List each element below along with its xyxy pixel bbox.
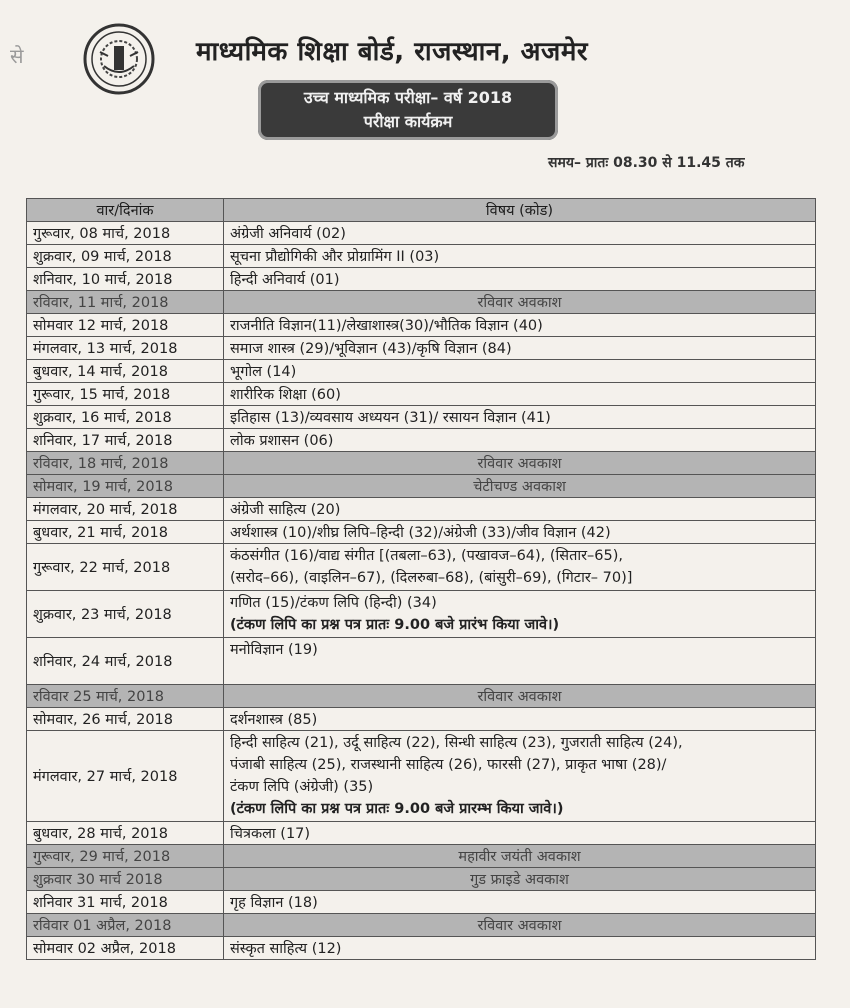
exam-time-note: समय– प्रातः 08.30 से 11.45 तक <box>548 155 745 171</box>
row-date: गुरूवार, 15 मार्च, 2018 <box>27 383 224 406</box>
row-subject: इतिहास (13)/व्यवसाय अध्ययन (31)/ रसायन विज्ञान (41) <box>224 406 816 429</box>
holiday-label: गुड फ्राइडे अवकाश <box>224 868 816 891</box>
table-row <box>27 544 816 591</box>
table-row <box>27 937 816 960</box>
row-subject: संस्कृत साहित्य (12) <box>224 937 816 960</box>
row-date: सोमवार, 26 मार्च, 2018 <box>27 708 224 731</box>
typing-exam-note: (टंकण लिपि का प्रश्न पत्र प्रातः 9.00 बजे प्रारम्भ किया जावे।) <box>230 801 564 817</box>
subject-line <box>230 661 809 683</box>
table-row <box>27 337 816 360</box>
row-date: रविवार 25 मार्च, 2018 <box>27 685 224 708</box>
row-date: बुधवार, 28 मार्च, 2018 <box>27 822 224 845</box>
row-date: शुक्रवार, 16 मार्च, 2018 <box>27 406 224 429</box>
table-row <box>27 360 816 383</box>
table-row-holiday <box>27 475 816 498</box>
row-date: सोमवार 02 अप्रैल, 2018 <box>27 937 224 960</box>
banner-exam-year: उच्च माध्यमिक परीक्षा– वर्ष 2018 <box>303 88 513 107</box>
row-date: सोमवार 12 मार्च, 2018 <box>27 314 224 337</box>
table-row <box>27 222 816 245</box>
row-date: रविवार 01 अप्रैल, 2018 <box>27 914 224 937</box>
board-title: माध्यमिक शिक्षा बोर्ड, राजस्थान, अजमेर <box>196 37 588 67</box>
table-row-holiday <box>27 685 816 708</box>
table-row <box>27 429 816 452</box>
table-row-holiday <box>27 845 816 868</box>
table-row <box>27 708 816 731</box>
table-row <box>27 731 816 822</box>
table-row-holiday <box>27 291 816 314</box>
subject-line: गणित (15)/टंकण लिपि (हिन्दी) (34) <box>230 595 437 611</box>
row-date: सोमवार, 19 मार्च, 2018 <box>27 475 224 498</box>
holiday-label: चेटीचण्ड अवकाश <box>224 475 816 498</box>
subject-line: टंकण लिपि (अंग्रेजी) (35) <box>230 779 374 795</box>
row-subject: चित्रकला (17) <box>224 822 816 845</box>
exam-banner <box>258 80 558 140</box>
holiday-label: रविवार अवकाश <box>224 452 816 475</box>
table-row <box>27 406 816 429</box>
table-row <box>27 521 816 544</box>
row-subject: राजनीति विज्ञान(11)/लेखाशास्त्र(30)/भौतिक विज्ञान (40) <box>224 314 816 337</box>
row-date: शुक्रवार 30 मार्च 2018 <box>27 868 224 891</box>
exam-schedule-table <box>26 198 816 960</box>
holiday-label: रविवार अवकाश <box>224 685 816 708</box>
holiday-label: रविवार अवकाश <box>224 291 816 314</box>
table-row-holiday <box>27 868 816 891</box>
banner-schedule-label: परीक्षा कार्यक्रम <box>363 112 453 131</box>
row-date: मंगलवार, 20 मार्च, 2018 <box>27 498 224 521</box>
subject-line: (सरोद–66), (वाइलिन–67), (दिलरुबा–68), (बांसुरी–69), (गिटार– 70)] <box>230 570 633 586</box>
row-date: गुरूवार, 22 मार्च, 2018 <box>27 544 224 591</box>
table-header-row <box>27 199 816 222</box>
row-subject: सूचना प्रौद्योगिकी और प्रोग्रामिंग II (03) <box>224 245 816 268</box>
table-row <box>27 638 816 685</box>
corner-mark: से <box>10 44 24 68</box>
row-subject: अंग्रेजी साहित्य (20) <box>224 498 816 521</box>
row-subjects <box>224 544 816 591</box>
row-date: रविवार, 18 मार्च, 2018 <box>27 452 224 475</box>
row-subject: अर्थशास्त्र (10)/शीघ्र लिपि–हिन्दी (32)/अंग्रेजी (33)/जीव विज्ञान (42) <box>224 521 816 544</box>
row-date: शनिवार, 10 मार्च, 2018 <box>27 268 224 291</box>
row-date: बुधवार, 21 मार्च, 2018 <box>27 521 224 544</box>
row-subject: भूगोल (14) <box>224 360 816 383</box>
holiday-label: रविवार अवकाश <box>224 914 816 937</box>
row-date: मंगलवार, 13 मार्च, 2018 <box>27 337 224 360</box>
col-header-subject: विषय (कोड) <box>224 199 816 222</box>
row-subject: दर्शनशास्त्र (85) <box>224 708 816 731</box>
row-date: शनिवार, 17 मार्च, 2018 <box>27 429 224 452</box>
row-date: मंगलवार, 27 मार्च, 2018 <box>27 731 224 822</box>
row-subject: समाज शास्त्र (29)/भूविज्ञान (43)/कृषि विज्ञान (84) <box>224 337 816 360</box>
row-date: बुधवार, 14 मार्च, 2018 <box>27 360 224 383</box>
schedule-body <box>27 222 816 960</box>
row-subjects <box>224 731 816 822</box>
subject-line: कंठसंगीत (16)/वाद्य संगीत [(तबला–63), (पखावज–64), (सितार–65), <box>230 548 624 564</box>
row-date: शुक्रवार, 23 मार्च, 2018 <box>27 591 224 638</box>
row-date: शनिवार, 24 मार्च, 2018 <box>27 638 224 685</box>
row-date: गुरूवार, 08 मार्च, 2018 <box>27 222 224 245</box>
col-header-date: वार/दिनांक <box>27 199 224 222</box>
table-row-holiday <box>27 914 816 937</box>
row-subject: हिन्दी अनिवार्य (01) <box>224 268 816 291</box>
subject-line: मनोविज्ञान (19) <box>230 642 318 658</box>
table-row <box>27 383 816 406</box>
subject-line: हिन्दी साहित्य (21), उर्दू साहित्य (22), सिन्धी साहित्य (23), गुजराती साहित्य (24), <box>230 735 683 751</box>
row-subject: अंग्रेजी अनिवार्य (02) <box>224 222 816 245</box>
table-row <box>27 314 816 337</box>
holiday-label: महावीर जयंती अवकाश <box>224 845 816 868</box>
table-row <box>27 822 816 845</box>
row-date: शुक्रवार, 09 मार्च, 2018 <box>27 245 224 268</box>
table-row <box>27 591 816 638</box>
table-row <box>27 245 816 268</box>
row-subject: लोक प्रशासन (06) <box>224 429 816 452</box>
row-date: रविवार, 11 मार्च, 2018 <box>27 291 224 314</box>
typing-exam-note: (टंकण लिपि का प्रश्न पत्र प्रातः 9.00 बजे प्रारंभ किया जावे।) <box>230 617 560 633</box>
row-subjects <box>224 638 816 685</box>
subject-line: पंजाबी साहित्य (25), राजस्थानी साहित्य (26), फारसी (27), प्राकृत भाषा (28)/ <box>230 757 667 773</box>
table-row <box>27 891 816 914</box>
row-date: गुरूवार, 29 मार्च, 2018 <box>27 845 224 868</box>
table-row-holiday <box>27 452 816 475</box>
board-seal-icon <box>82 22 156 96</box>
row-subject: गृह विज्ञान (18) <box>224 891 816 914</box>
row-date: शनिवार 31 मार्च, 2018 <box>27 891 224 914</box>
table-row <box>27 268 816 291</box>
table-row <box>27 498 816 521</box>
row-subjects <box>224 591 816 638</box>
row-subject: शारीरिक शिक्षा (60) <box>224 383 816 406</box>
